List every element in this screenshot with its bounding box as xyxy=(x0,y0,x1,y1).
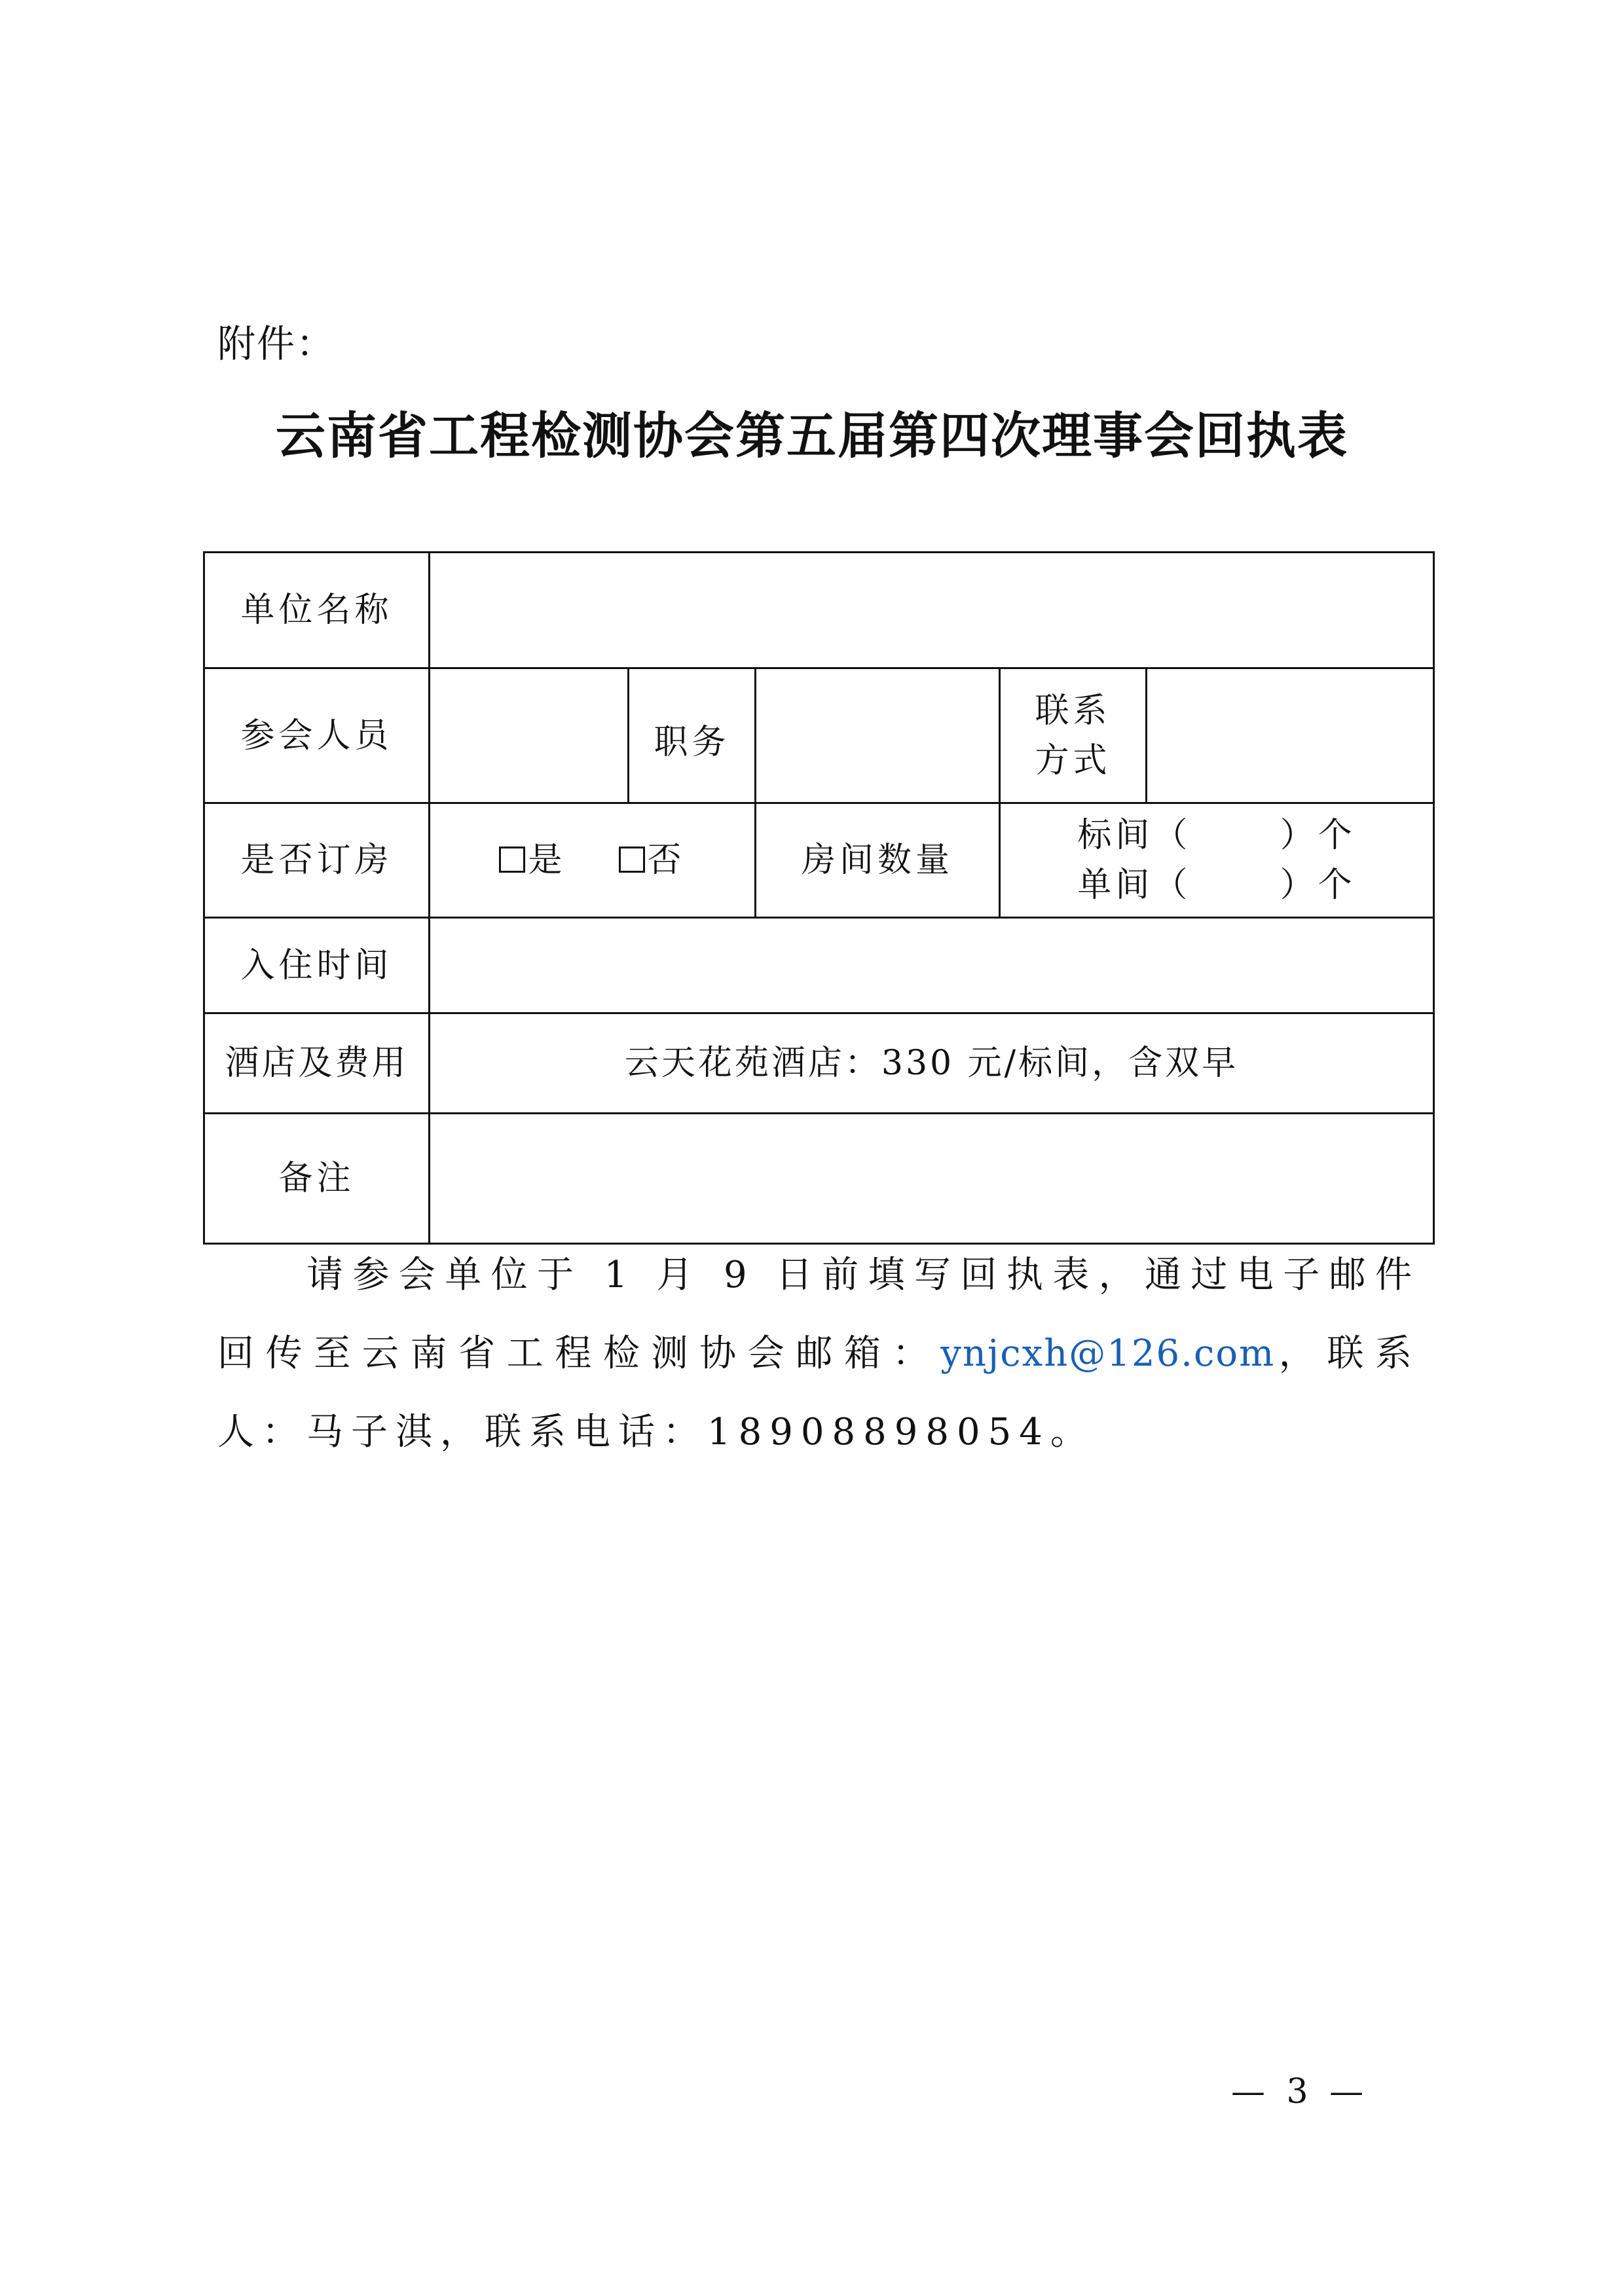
checkbox-no[interactable] xyxy=(619,847,645,873)
email-link[interactable]: ynjcxh@126.com xyxy=(940,1332,1276,1375)
checkin-field[interactable] xyxy=(430,918,1434,1013)
booking-yes-option[interactable] xyxy=(499,841,566,880)
remarks-label: 备注 xyxy=(204,1114,430,1244)
hotel-row xyxy=(204,1013,1434,1114)
remarks-row xyxy=(204,1114,1434,1244)
hotel-label: 酒店及费用 xyxy=(204,1013,430,1114)
booking-no-label: 否 xyxy=(647,841,686,880)
booking-row xyxy=(204,803,1434,918)
unit-name-label: 单位名称 xyxy=(204,553,430,668)
position-field[interactable] xyxy=(756,668,1000,803)
notice-text-after-email: ，联系人：马子淇，联系电话：18908898054。 xyxy=(217,1332,1420,1453)
notice-paragraph xyxy=(217,1236,1420,1472)
booking-label: 是否订房 xyxy=(204,803,430,918)
contact-label xyxy=(1000,668,1147,803)
contact-field[interactable] xyxy=(1147,668,1434,803)
room-single: 单间（ ）个 xyxy=(1077,866,1356,905)
attendee-label: 参会人员 xyxy=(204,668,430,803)
unit-name-field[interactable] xyxy=(430,553,1434,668)
checkbox-yes[interactable] xyxy=(499,847,525,873)
position-label: 职务 xyxy=(629,668,756,803)
room-count-field[interactable] xyxy=(1000,803,1434,918)
reply-form-table xyxy=(203,551,1435,1245)
notice-text-before-email: 请参会单位于 1 月 9 日前填写回执表，通过电子邮件回传至云南省工程检测协会邮箱： xyxy=(217,1254,1420,1375)
booking-options xyxy=(430,803,756,918)
attachment-label: 附件： xyxy=(217,321,336,366)
unit-name-row xyxy=(204,553,1434,668)
contact-label-line2: 方式 xyxy=(1035,740,1111,780)
room-standard: 标间（ ）个 xyxy=(1077,816,1356,855)
hotel-value: 云天花苑酒店：330 元/标间，含双早 xyxy=(430,1013,1434,1114)
contact-label-line1: 联系 xyxy=(1035,691,1111,731)
booking-no-option[interactable] xyxy=(619,841,686,880)
checkin-row xyxy=(204,918,1434,1013)
remarks-field[interactable] xyxy=(430,1114,1434,1244)
checkin-label: 入住时间 xyxy=(204,918,430,1013)
page-number: — 3 — xyxy=(1231,2072,1369,2111)
page-title: 云南省工程检测协会第五届第四次理事会回执表 xyxy=(276,407,1348,465)
room-count-label: 房间数量 xyxy=(756,803,1000,918)
attendee-row xyxy=(204,668,1434,803)
attendee-field[interactable] xyxy=(430,668,629,803)
booking-yes-label: 是 xyxy=(528,841,566,880)
